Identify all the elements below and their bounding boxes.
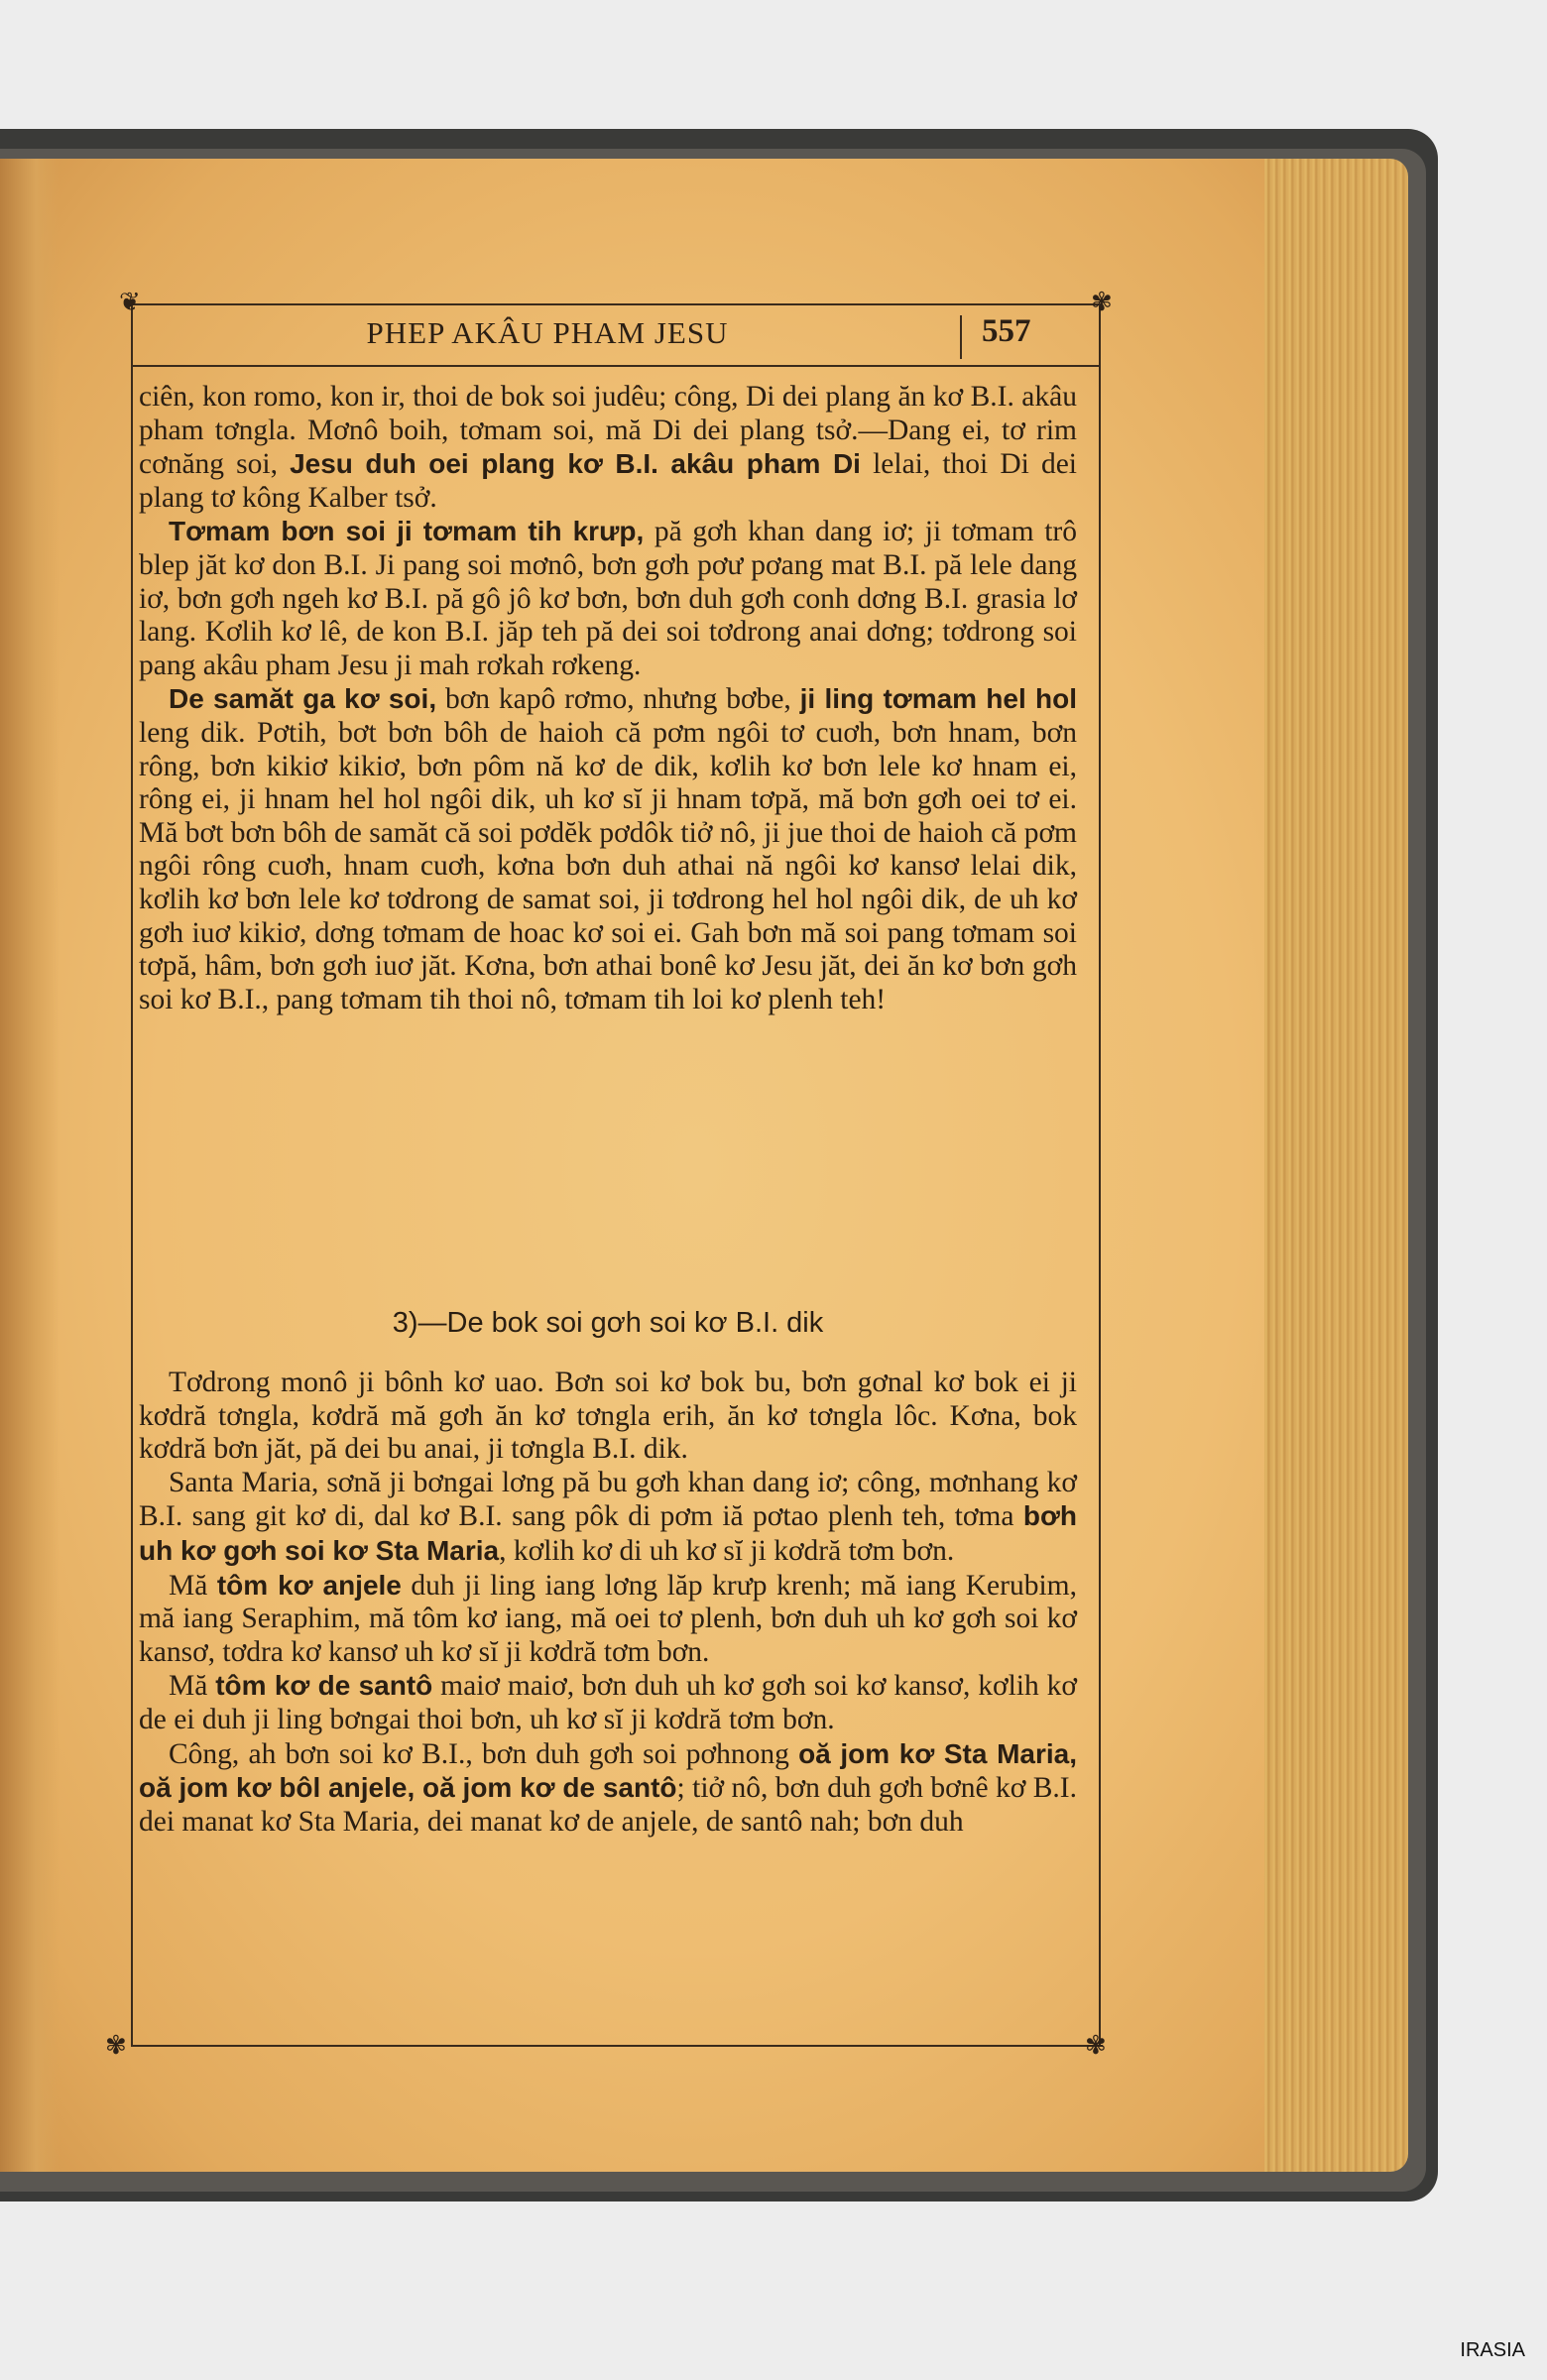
frame-top-rule: [131, 303, 1103, 305]
section-1-text: [139, 381, 1077, 1016]
text-run: maiơ maiơ, bơn duh uh kơ gơh soi kơ kansơ, kơlih kơ de ei duh ji ling bơngai thoi bơn, uh kơ sĭ ji kơdră tơm bơn.: [139, 1670, 1077, 1735]
bold-text-run: bơh uh kơ gơh soi kơ Sta Maria: [139, 1500, 1077, 1566]
page-edges: [1240, 159, 1408, 2172]
running-header: PHEP AKÂU PHAM JESU: [366, 315, 729, 350]
paragraph: [139, 1569, 1077, 1670]
paragraph: [139, 1737, 1077, 1840]
text-run: , kơlih kơ di uh kơ sĭ ji kơdră tơm bơn.: [499, 1534, 955, 1567]
text-run: pă gơh khan dang iơ; ji tơmam trô blep jăt kơ don B.I. Ji pang soi mơnô, bơn gơh pơư pơang mat B.I. pă lele dang iơ, bơn gơh ngeh kơ B.I. pă gô jô kơ bơn, bơn duh gơh conh dơng B.I. grasia lơ lang. Kơlih kơ lê, de kon B.I. jăp teh pă dei soi tơdrong anai dơng; tơdrong soi pang akâu pham Jesu ji mah rơkah rơkeng.: [139, 516, 1077, 681]
text-run: Mă: [169, 1569, 217, 1602]
bold-text-run: tôm kơ anjele: [216, 1569, 402, 1601]
header-rule: [131, 365, 1099, 367]
text-run: duh ji ling iang lơng lăp krưp krenh; mă iang Kerubim, mă iang Seraphim, mă tôm kơ iang, mă oei tơ plenh, bơn duh uh kơ gơh soi kơ kansơ, tơdra kơ kansơ uh kơ sĭ ji kơdră tơm bơn.: [139, 1569, 1077, 1668]
frame-left-rule: [131, 303, 133, 2045]
ornament-icon: ✾: [1091, 288, 1113, 316]
bold-text-run: tôm kơ de santô: [215, 1670, 433, 1702]
page-gutter: [0, 159, 60, 2172]
bold-text-run: oă jom kơ Sta Maria, oă jom kơ bôl anjele, oă jom kơ de santô: [139, 1737, 1077, 1804]
ornament-icon: ❦: [119, 288, 141, 316]
page-number: 557: [982, 313, 1031, 349]
watermark: IRASIA: [1460, 2339, 1525, 2361]
bold-text-run: Tơmam bơn soi ji tơmam tih krưp,: [169, 516, 645, 547]
ornament-icon: ✾: [105, 2031, 127, 2060]
bold-text-run: Jesu duh oei plang kơ B.I. akâu pham Di: [290, 448, 861, 480]
text-run: Công, ah bơn soi kơ B.I., bơn duh gơh soi pơhnong: [169, 1737, 799, 1770]
section-2-text: [139, 1367, 1077, 1839]
bold-text-run: ji ling tơmam hel hol: [799, 683, 1077, 715]
text-run: ciên, kon romo, kon ir, thoi de bok soi judêu; công, Di dei plang ăn kơ B.I. akâu pham tơngla. Mơnô boih, tơmam soi, mă Di dei plang tsở.—Dang ei, tơ rim cơnăng soi,: [139, 381, 1077, 481]
paragraph: [139, 682, 1077, 1016]
paragraph: Tơdrong monô ji bônh kơ uao. Bơn soi kơ bok bu, bơn gơnal kơ bok ei ji kơdră tơngla, kơdră mă gơh ăn kơ tơngla erih, ăn kơ tơngla lôc. Kơna, bok kơdră bơn jăt, pă dei bu anai, ji tơngla B.I. dik.: [139, 1367, 1077, 1466]
text-run: ; tiở nô, bơn duh gơh bơnê kơ B.I. dei manat kơ Sta Maria, dei manat kơ de anjele, de santô nah; bơn duh: [139, 1772, 1077, 1838]
text-run: lelai, thoi Di dei plang tơ kông Kalber tsở.: [139, 448, 1077, 514]
paragraph: [139, 1467, 1077, 1569]
frame-right-rule: [1099, 303, 1101, 2045]
frame-bottom-rule: [131, 2045, 1103, 2047]
text-run: Mă: [169, 1670, 216, 1703]
text-run: Santa Maria, sơnă ji bơngai lơng pă bu gơh khan dang iơ; công, mơnhang kơ B.I. sang git kơ di, dal kơ B.I. sang pôk di pơm iă pơtao plenh teh, tơma: [139, 1466, 1077, 1533]
section-heading: 3)—De bok soi gơh soi kơ B.I. dik: [392, 1307, 824, 1339]
paragraph: [139, 381, 1077, 515]
header-divider: [960, 315, 962, 359]
ornament-icon: ✾: [1085, 2031, 1107, 2060]
text-run: bơn kapô rơmo, nhưng bơbe,: [436, 683, 800, 716]
paragraph: [139, 515, 1077, 682]
paragraph: [139, 1669, 1077, 1736]
text-run: leng dik. Pơtih, bơt bơn bôh de haioh că pơm ngôi tơ cuơh, bơn hnam, bơn rông, bơn kikiơ kikiơ, bơn pôm nă kơ de dik, kơlih kơ bơn lele kơ hnam ei, rông ei, ji hnam hel hol ngôi dik, uh kơ sĭ ji hnam tơpă, mă bơn gơh oei tơ ei. Mă bơt bơn bôh de samăt că soi pơdĕk pơdôk tiở nô, ji jue thoi de haioh că pơm ngôi rông cuơh, hnam cuơh, kơna bơn duh athai nă ngôi kơ kansơ lelai dik, kơlih kơ bơn lele kơ tơdrong de samat soi, ji tơdrong hel hol ngôi dik, de uh kơ gơh iuơ kikiơ, dơng tơmam de hoac kơ soi ei. Gah bơn mă soi pang tơmam soi tơpă, hâm, bơn gơh iuơ jăt. Kơna, bơn athai bonê kơ Jesu jăt, dei ăn kơ bơn gơh soi kơ B.I., pang tơmam tih thoi nô, tơmam tih loi kơ plenh teh!: [139, 716, 1077, 1015]
bold-text-run: De samăt ga kơ soi,: [169, 683, 437, 715]
